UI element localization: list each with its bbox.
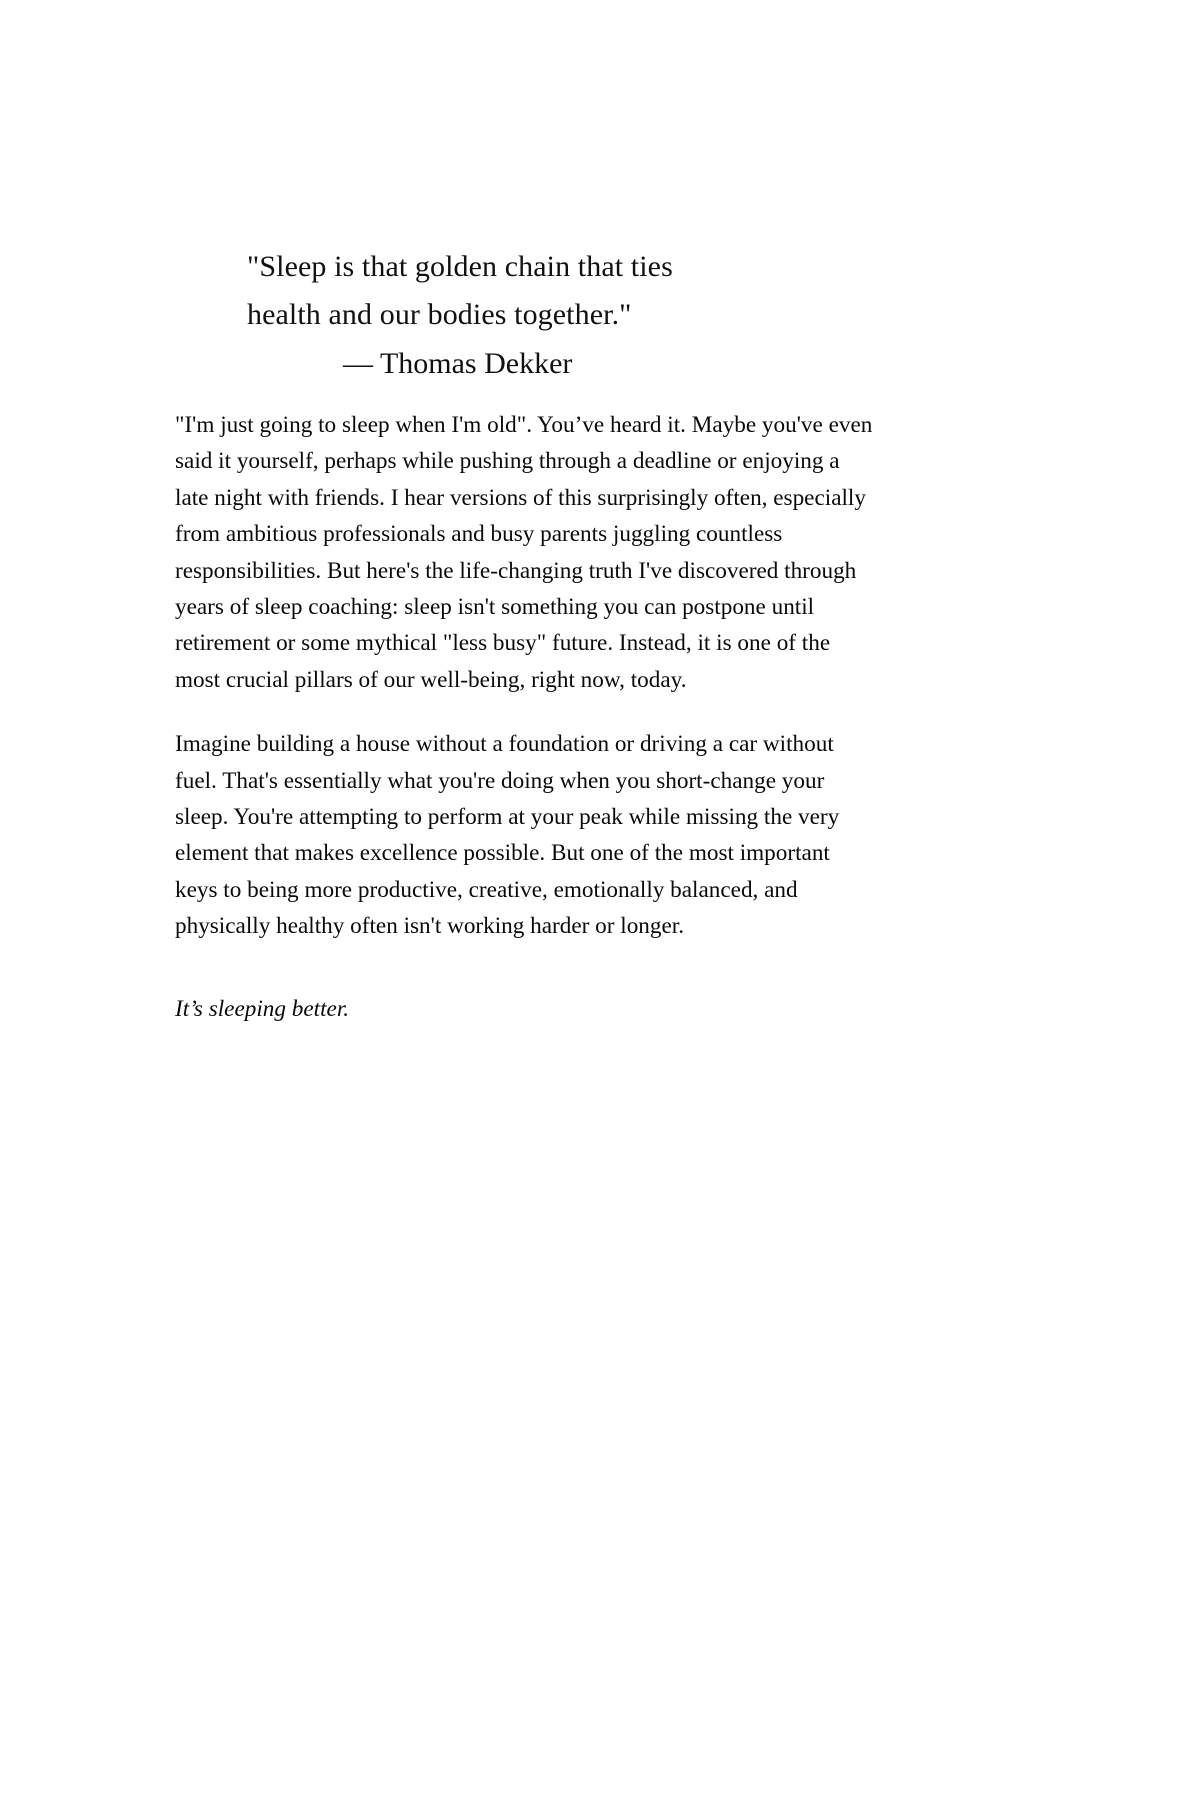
pullquote-line-1: "Sleep is that golden chain that ties <box>247 250 673 283</box>
pullquote-line-2: health and our bodies together." <box>247 298 632 331</box>
body-paragraph-1: "I'm just going to sleep when I'm old". You’ve heard it. Maybe you've even said it yourself, perhaps while pushing through a deadline or enjoying a late night with friends. I hear versions of this surprisingly often, especially from ambitious professionals and busy parents juggling countless responsibilities. But here's the life-changing truth I've discovered through years of sleep coaching: sleep isn't something you can postpone until retirement or some mythical "less busy" future. Instead, it is one of the most crucial pillars of our well-being, right now, today. <box>175 412 873 693</box>
pullquote <box>175 243 875 389</box>
body-paragraph-2: Imagine building a house without a foundation or driving a car without fuel. That's essentially what you're doing when you short-change your sleep. You're attempting to perform at your peak while missing the very element that makes excellence possible. But one of the most important keys to being more productive, creative, emotionally balanced, and physically healthy often isn't working harder or longer. <box>175 731 840 940</box>
closing-italic-line: It’s sleeping better. <box>175 995 350 1022</box>
pullquote-attribution: — Thomas Dekker <box>343 347 573 380</box>
page-content <box>175 243 875 1027</box>
